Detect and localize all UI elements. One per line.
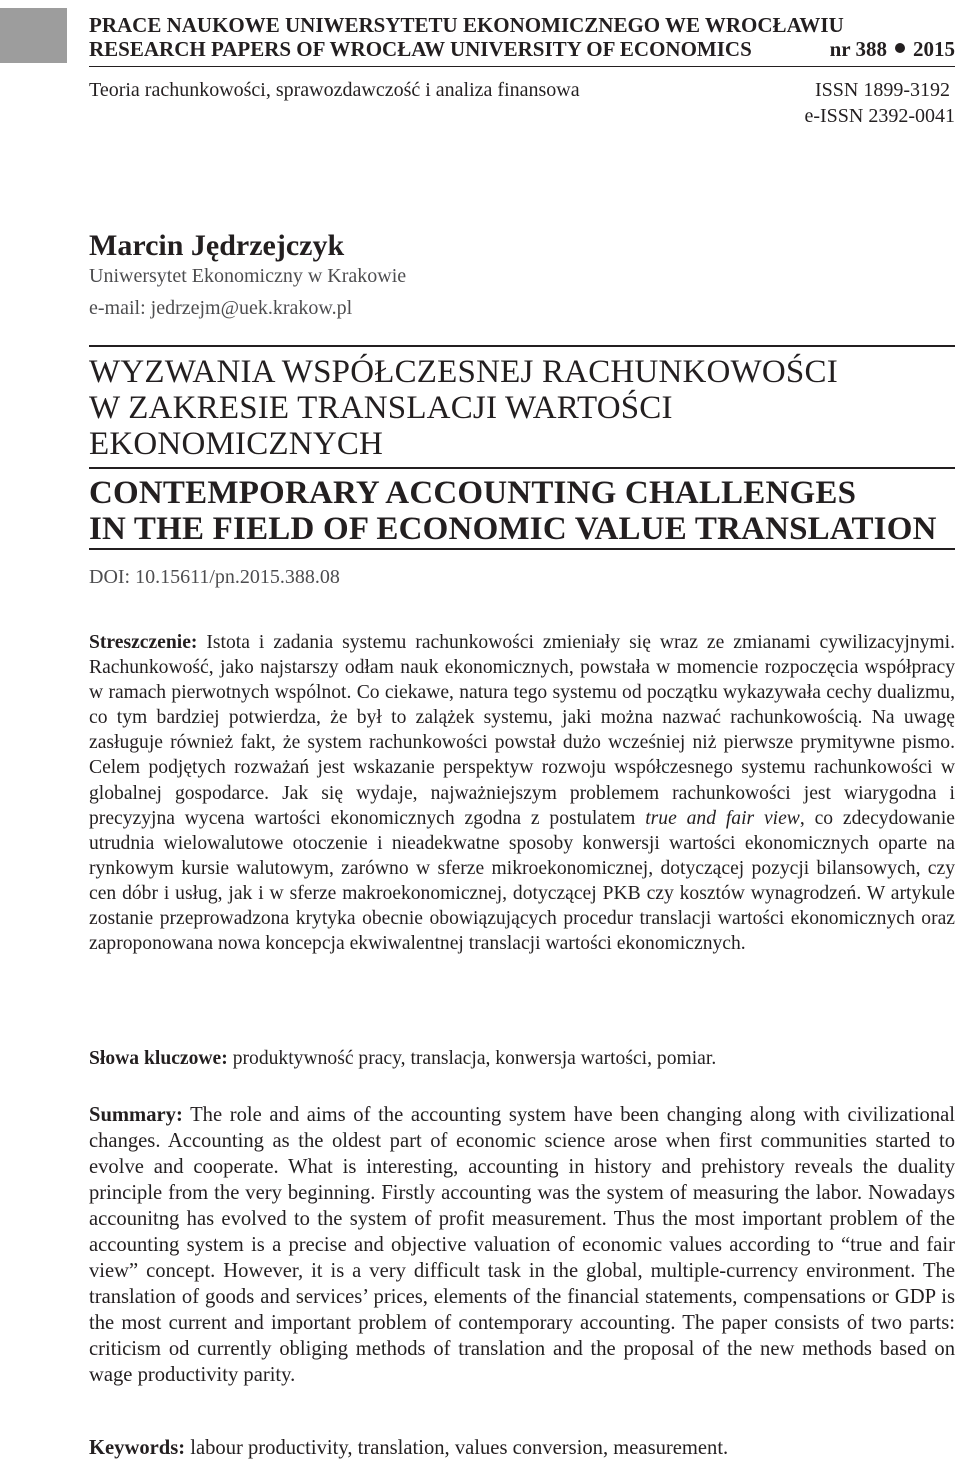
title-en xyxy=(89,475,955,547)
issue-year: 2015 xyxy=(913,37,955,61)
eissn: e-ISSN 2392-0041 xyxy=(804,105,955,127)
title-rule-top xyxy=(89,345,955,347)
title-en-line: CONTEMPORARY ACCOUNTING CHALLENGES xyxy=(89,475,857,511)
series-row xyxy=(89,78,955,102)
abstract-en xyxy=(89,1103,955,1388)
author-name: Marcin Jędrzejczyk xyxy=(89,229,345,262)
keywords-pl-text: produktywność pracy, translacja, konwersja wartości, pomiar. xyxy=(227,1048,717,1069)
title-rule-bottom xyxy=(89,548,955,550)
bullet-icon xyxy=(895,43,905,53)
abstract-pl xyxy=(89,630,955,956)
title-pl-line: EKONOMICZNYCH xyxy=(89,426,384,462)
journal-title-en: RESEARCH PAPERS OF WROCŁAW UNIVERSITY OF ECONOMICS xyxy=(89,37,752,61)
issn: ISSN 1899-3192 xyxy=(814,79,950,101)
abstract-en-label: Summary: xyxy=(89,1104,183,1126)
title-pl xyxy=(89,354,955,462)
issue-info xyxy=(830,36,955,62)
header-gray-tab xyxy=(0,8,67,63)
abstract-en-text: The role and aims of the accounting system have been changing along with civilizational changes. Accounting as the oldest part of economic science arose when first communities started to evolve and cooperate. What is interesting, accounting in history and prehistory reveals the duality principle from the very beginning. Firstly accounting was the system of measuring the labor. Nowadays accounitng has evolved to the system of profit measurement. Thus the most important problem of the accounting system is a precise and objective valuation of economic values according to “true and fair view” concept. However, it is a very difficult task in the global, multiple-currency environment. The translation of goods and services’ prices, elements of the financial statements, compensations or GDP is the most current and important problem of contemporary accounting. The paper consists of two parts: criticism od currently obliging methods of translation and the proposal of the new methods based on wage productivity parity. xyxy=(89,1104,955,1386)
journal-title-pl: PRACE NAUKOWE UNIWERSYTETU EKONOMICZNEGO WE WROCŁAWIU xyxy=(89,13,844,37)
doi: DOI: 10.15611/pn.2015.388.08 xyxy=(89,566,340,588)
abstract-pl-italic: true and fair view xyxy=(645,807,800,829)
keywords-en xyxy=(89,1436,955,1461)
title-pl-line: WYZWANIA WSPÓŁCZESNEJ RACHUNKOWOŚCI xyxy=(89,354,838,390)
abstract-pl-label: Streszczenie: xyxy=(89,632,198,653)
keywords-en-text: labour productivity, translation, values conversion, measurement. xyxy=(185,1437,729,1459)
author-affiliation: Uniwersytet Ekonomiczny w Krakowie xyxy=(89,265,407,287)
keywords-pl xyxy=(89,1046,955,1071)
title-rule-middle xyxy=(89,467,955,469)
keywords-en-label: Keywords: xyxy=(89,1437,186,1459)
keywords-pl-label: Słowa kluczowe: xyxy=(89,1048,228,1069)
title-en-line: IN THE FIELD OF ECONOMIC VALUE TRANSLATION xyxy=(89,511,937,547)
journal-title-en-row xyxy=(89,36,955,62)
author-email: e-mail: jedrzejm@uek.krakow.pl xyxy=(89,297,353,319)
title-pl-line: W ZAKRESIE TRANSLACJI WARTOŚCI xyxy=(89,390,673,426)
issue-number: nr 388 xyxy=(829,37,887,61)
abstract-pl-text: Istota i zadania systemu rachunkowości zmieniały się wraz ze zmianami cywilizacyjnymi. Rachunkowość, jako najstarszy odłam nauk ekonomicznych, powstała w momencie rozpoczęcia współpracy w ramach pierwotnych wspólnot. Co ciekawe, natura tego systemu od początku wykazywała cechy dualizmu, co tym bardziej potwierdza, że był to zalążek systemu, jaki można nazwać rachunkowością. Na uwagę zasługuje również fakt, że system rachunkowości powstał dużo wcześniej niż pierwsze prymitywne pismo. Celem podjętych rozważań jest wskazanie perspektyw rozwoju współczesnego systemu rachunkowości w globalnej gospodarce. Jak się wydaje, najważniejszym problemem rachunkowości jest wiarygodna i precyzyjna wycena wartości ekonomicznych zgodna z postulatem xyxy=(89,632,955,829)
series-title: Teoria rachunkowości, sprawozdawczość i analiza finansowa xyxy=(89,79,580,101)
abstract-pl-text-cont: , co zdecydowanie utrudnia wielowalutowe otoczenie i nieadekwatne sposoby konwersji wartości ekonomicznych oparte na rynkowym kursie walutowym, zarówno w sferze mikroekonomicznej, dotyczącej pozycji bilansowych, czy cen dóbr i usług, jak i w sferze makroekonomicznej, dotyczącej PKB czy kosztów wynagrodzeń. W artykule zostanie przeprowadzona krytyka obecnie obowiązujących procedur translacji wartości ekonomicznych oraz zaproponowana nowa koncepcja ekwiwalentnej translacji wartości ekonomicznych. xyxy=(89,807,955,955)
header-rule xyxy=(89,66,955,67)
